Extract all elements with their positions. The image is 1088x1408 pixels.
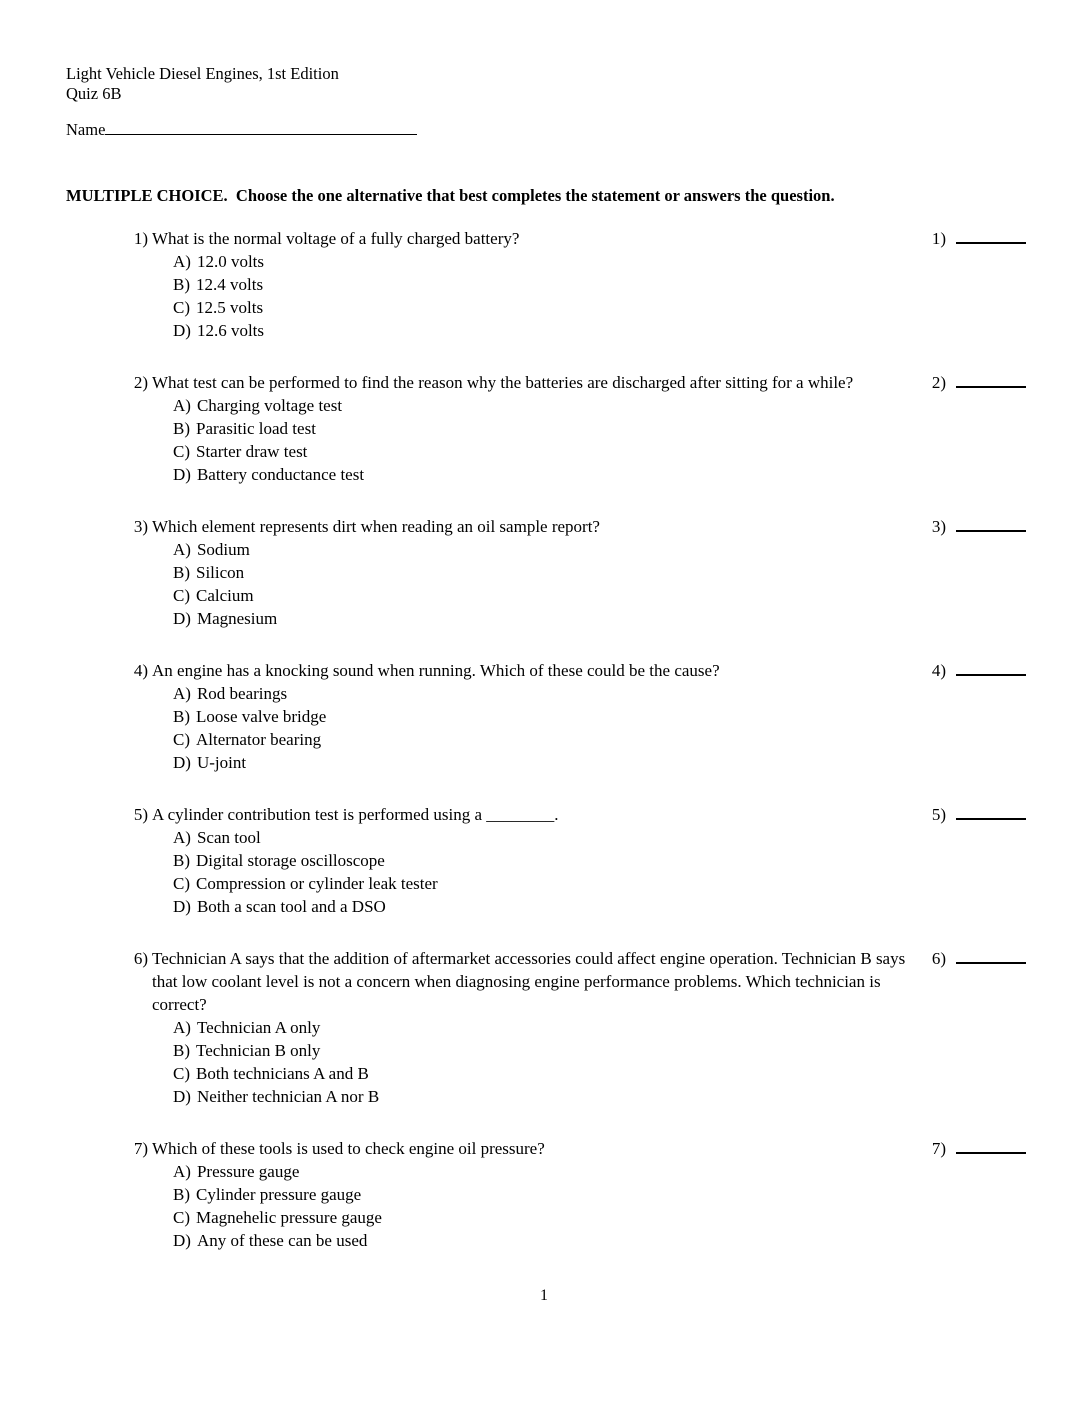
option-row: [173, 273, 910, 296]
answer-number: 4): [931, 661, 946, 680]
option-label: B): [173, 1185, 190, 1204]
option-row: [173, 1229, 910, 1252]
answer-blank[interactable]: [956, 517, 1026, 532]
option-label: D): [173, 321, 191, 340]
option-row: [173, 440, 910, 463]
question-block: [126, 227, 1026, 342]
question-number: 1): [133, 229, 148, 248]
question-text: An engine has a knocking sound when running. Which of these could be the cause?: [152, 661, 720, 680]
questions-list: [126, 227, 1026, 1281]
answer-number: 2): [931, 373, 946, 392]
option-label: C): [173, 1064, 190, 1083]
question-text: What is the normal voltage of a fully charged battery?: [152, 229, 520, 248]
answer-area: [932, 227, 1026, 250]
question-text: A cylinder contribution test is performed using a ________.: [152, 805, 559, 824]
option-text: Digital storage oscilloscope: [196, 851, 385, 870]
question-main: [152, 227, 910, 342]
document-title: Light Vehicle Diesel Engines, 1st Edition: [66, 64, 339, 83]
option-row: [173, 1062, 910, 1085]
option-text: Charging voltage test: [196, 396, 343, 415]
page-number: 1: [540, 1287, 548, 1304]
option-label: C): [173, 586, 190, 605]
option-label: B): [173, 851, 190, 870]
question-text: Which element represents dirt when reading an oil sample report?: [152, 517, 600, 536]
name-label: Name: [66, 120, 106, 139]
option-row: [173, 1016, 910, 1039]
option-label: A): [173, 1162, 191, 1181]
option-text: Silicon: [196, 563, 245, 582]
option-label: B): [173, 563, 190, 582]
option-label: B): [173, 419, 190, 438]
option-row: [173, 538, 910, 561]
option-row: [173, 561, 910, 584]
question-options: [152, 826, 910, 918]
option-row: [173, 751, 910, 774]
option-text: Parasitic load test: [196, 419, 316, 438]
option-label: D): [173, 1087, 191, 1106]
option-label: B): [173, 707, 190, 726]
question-text: Which of these tools is used to check engine oil pressure?: [152, 1139, 545, 1158]
answer-area: [932, 659, 1026, 682]
question-block: [126, 947, 1026, 1108]
option-row: [173, 1085, 910, 1108]
question-number: 2): [133, 373, 148, 392]
question-options: [152, 1016, 910, 1108]
question-main: [152, 947, 910, 1108]
answer-blank[interactable]: [956, 229, 1026, 244]
option-label: C): [173, 1208, 190, 1227]
option-text: Technician A only: [196, 1018, 321, 1037]
answer-area: [932, 371, 1026, 394]
option-row: [173, 607, 910, 630]
question-number: 4): [133, 661, 148, 680]
question-options: [152, 682, 910, 774]
option-label: C): [173, 874, 190, 893]
option-label: A): [173, 684, 191, 703]
answer-blank[interactable]: [956, 805, 1026, 820]
question-text: Technician A says that the addition of aftermarket accessories could affect engine operation. Technician B says that low coolant level is not a concern when diagnosing engine performance problems. Which technician is correct?: [152, 949, 906, 1014]
option-row: [173, 1039, 910, 1062]
option-text: Calcium: [196, 586, 254, 605]
question-block: [126, 371, 1026, 486]
question-block: [126, 659, 1026, 774]
question-number: 6): [133, 949, 148, 968]
option-label: A): [173, 828, 191, 847]
answer-blank[interactable]: [956, 373, 1026, 388]
question-main: [152, 659, 910, 774]
option-row: [173, 872, 910, 895]
option-text: Battery conductance test: [196, 465, 365, 484]
instruction-text: MULTIPLE CHOICE. Choose the one alternative that best completes the statement or answers the question.: [66, 186, 835, 205]
option-label: B): [173, 275, 190, 294]
option-text: Starter draw test: [196, 442, 308, 461]
document-header: [66, 64, 339, 104]
question-number: 5): [133, 805, 148, 824]
option-text: Pressure gauge: [196, 1162, 300, 1181]
answer-area: [932, 515, 1026, 538]
question-options: [152, 1160, 910, 1252]
option-text: 12.4 volts: [196, 275, 264, 294]
option-label: D): [173, 609, 191, 628]
option-label: D): [173, 465, 191, 484]
question-main: [152, 1137, 910, 1252]
question-main: [152, 371, 910, 486]
question-number: 3): [133, 517, 148, 536]
option-label: A): [173, 252, 191, 271]
option-text: Alternator bearing: [196, 730, 322, 749]
question-block: [126, 1137, 1026, 1252]
option-row: [173, 849, 910, 872]
answer-area: [932, 947, 1026, 970]
question-text: What test can be performed to find the reason why the batteries are discharged after sitting for a while?: [152, 373, 854, 392]
option-row: [173, 1183, 910, 1206]
name-input-blank[interactable]: [105, 119, 417, 135]
option-row: [173, 705, 910, 728]
option-row: [173, 682, 910, 705]
option-label: A): [173, 396, 191, 415]
option-row: [173, 1160, 910, 1183]
question-options: [152, 394, 910, 486]
document-subtitle: Quiz 6B: [66, 84, 122, 103]
option-text: 12.0 volts: [196, 252, 265, 271]
answer-number: 7): [931, 1139, 946, 1158]
question-block: [126, 803, 1026, 918]
answer-area: [932, 803, 1026, 826]
option-text: Cylinder pressure gauge: [196, 1185, 362, 1204]
question-options: [152, 250, 910, 342]
option-label: D): [173, 1231, 191, 1250]
option-label: C): [173, 442, 190, 461]
answer-blank[interactable]: [956, 1139, 1026, 1154]
option-text: Magnehelic pressure gauge: [196, 1208, 382, 1227]
answer-blank[interactable]: [956, 949, 1026, 964]
option-text: 12.5 volts: [196, 298, 264, 317]
option-label: A): [173, 1018, 191, 1037]
option-label: D): [173, 753, 191, 772]
answer-area: [932, 1137, 1026, 1160]
option-row: [173, 250, 910, 273]
option-text: 12.6 volts: [196, 321, 265, 340]
answer-number: 3): [931, 517, 946, 536]
option-row: [173, 826, 910, 849]
option-text: Scan tool: [196, 828, 261, 847]
option-text: Rod bearings: [196, 684, 288, 703]
option-text: Both technicians A and B: [196, 1064, 369, 1083]
option-label: C): [173, 298, 190, 317]
option-row: [173, 728, 910, 751]
question-main: [152, 803, 910, 918]
option-text: Magnesium: [196, 609, 278, 628]
question-options: [152, 538, 910, 630]
option-label: B): [173, 1041, 190, 1060]
option-text: Any of these can be used: [196, 1231, 368, 1250]
option-label: D): [173, 897, 191, 916]
option-label: C): [173, 730, 190, 749]
name-row: [66, 119, 417, 140]
question-main: [152, 515, 910, 630]
option-text: Technician B only: [196, 1041, 321, 1060]
option-text: U-joint: [196, 753, 247, 772]
option-row: [173, 584, 910, 607]
option-row: [173, 463, 910, 486]
option-row: [173, 319, 910, 342]
option-row: [173, 296, 910, 319]
answer-number: 1): [931, 229, 946, 248]
option-row: [173, 895, 910, 918]
option-text: Compression or cylinder leak tester: [196, 874, 438, 893]
question-block: [126, 515, 1026, 630]
answer-number: 6): [931, 949, 946, 968]
option-text: Neither technician A nor B: [196, 1087, 380, 1106]
answer-number: 5): [931, 805, 946, 824]
option-text: Loose valve bridge: [196, 707, 327, 726]
answer-blank[interactable]: [956, 661, 1026, 676]
option-row: [173, 394, 910, 417]
option-label: A): [173, 540, 191, 559]
option-text: Sodium: [196, 540, 250, 559]
question-number: 7): [133, 1139, 148, 1158]
option-row: [173, 1206, 910, 1229]
option-row: [173, 417, 910, 440]
option-text: Both a scan tool and a DSO: [196, 897, 386, 916]
